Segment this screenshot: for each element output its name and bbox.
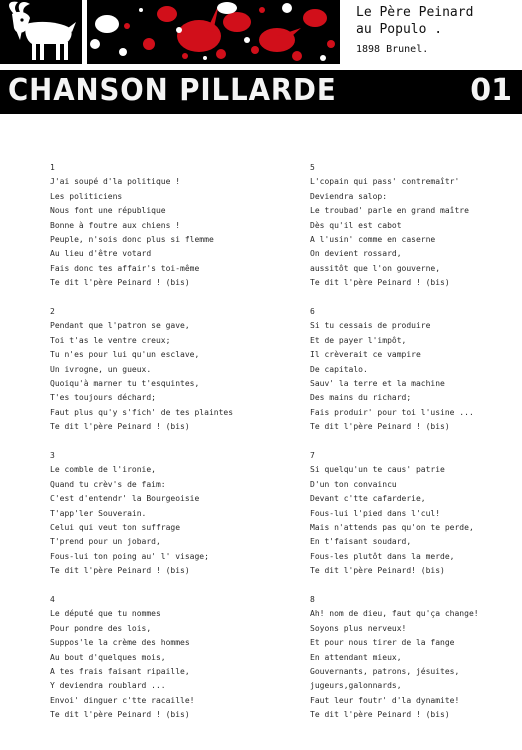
verse-3: [50, 449, 280, 579]
verse-line: Peuple, n'sois donc plus si flemme: [50, 235, 214, 245]
verse-6: [310, 305, 522, 435]
verse-line: Des mains du richard;: [310, 393, 412, 403]
verse-line: Un ivrogne, un gueux.: [50, 364, 152, 374]
verse-line: T'es toujours déchard;: [50, 393, 156, 403]
verse-line: Devant c'tte cafarderie,: [310, 494, 426, 504]
verse-line: Fais produir' pour toi l'usine ...: [310, 407, 474, 417]
verse-4: [50, 593, 280, 723]
issue-number: 01: [470, 73, 512, 108]
verse-line: aussitôt que l'on gouverne,: [310, 263, 441, 273]
verse-line: Si tu cessais de produire: [310, 321, 431, 331]
verse-line: Envoi' dinguer c'tte racaille!: [50, 695, 195, 705]
verse-line: Fous-lui ton poing au' l' visage;: [50, 551, 209, 561]
verse-line: Te dit l'père Peinard ! (bis): [50, 710, 190, 720]
verse-line: Au bout d'quelques mois,: [50, 652, 166, 662]
verse-5: [310, 161, 522, 291]
verse-number: 4: [50, 595, 55, 604]
verse-1: [50, 161, 280, 291]
verse-line: Et de payer l'impôt,: [310, 335, 407, 345]
verse-line: Deviendra salop:: [310, 191, 388, 201]
verse-line: Mais n'attends pas qu'on te perde,: [310, 523, 474, 533]
verse-line: Gouvernants, patrons, jésuites,: [310, 667, 460, 677]
verse-line: Si quelqu'un te caus' patrie: [310, 465, 445, 475]
verse-line: A tes frais faisant ripaille,: [50, 667, 190, 677]
verse-line: Toi t'as le ventre creux;: [50, 335, 171, 345]
verse-number: 7: [310, 451, 315, 460]
publication-subtitle: au Populo .: [356, 22, 443, 37]
verse-line: Bonne à foutre aux chiens !: [50, 220, 181, 230]
verse-line: Le troubad' parle en grand maître: [310, 206, 469, 216]
verse-line: Fais donc tes affair's toi-même: [50, 263, 200, 273]
verse-line: Te dit l'père Peinard ! (bis): [310, 710, 450, 720]
verse-line: Au lieu d'être votard: [50, 249, 152, 259]
verse-line: On devient rossard,: [310, 249, 402, 259]
verse-line: Quoiqu'à marner tu t'esquintes,: [50, 379, 200, 389]
verse-number: 3: [50, 451, 55, 460]
verse-line: En attendant mieux,: [310, 652, 402, 662]
verse-line: T'app'ler Souverain.: [50, 508, 147, 518]
verse-line: Y deviendra roublard ...: [50, 681, 166, 691]
verse-number: 1: [50, 163, 55, 172]
verse-line: En t'faisant soudard,: [310, 537, 412, 547]
verse-line: Celui qui veut ton suffrage: [50, 523, 181, 533]
verse-line: Sauv' la terre et la machine: [310, 379, 445, 389]
verse-line: Te dit l'père Peinard ! (bis): [50, 278, 190, 288]
verse-line: Te dit l'père Peinard ! (bis): [50, 566, 190, 576]
verse-number: 8: [310, 595, 315, 604]
verse-line: De capitalo.: [310, 364, 368, 374]
goat-emblem: [0, 0, 82, 64]
verse-line: Soyons plus nerveux!: [310, 623, 407, 633]
verse-line: Tu n'es pour lui qu'un esclave,: [50, 350, 200, 360]
verse-line: Te dit l'père Peinard ! (bis): [50, 422, 190, 432]
verse-line: J'ai soupé d'la politique !: [50, 177, 181, 187]
verse-line: Nous font une république: [50, 206, 166, 216]
verse-line: T'prend pour un jobard,: [50, 537, 161, 547]
verse-line: Te dit l'père Peinard! (bis): [310, 566, 445, 576]
verse-8: [310, 593, 522, 723]
verse-line: Pour pondre des lois,: [50, 623, 152, 633]
verse-line: Te dit l'père Peinard ! (bis): [310, 278, 450, 288]
verse-line: Faut leur foutr' d'la dynamite!: [310, 695, 460, 705]
splatter-graphic: [87, 0, 340, 64]
verse-line: Il crèverait ce vampire: [310, 350, 421, 360]
song-title: CHANSON PILLARDE: [8, 73, 337, 108]
verse-line: jugeurs,galonnards,: [310, 681, 402, 691]
publication-name: Le Père Peinard: [356, 5, 474, 20]
verse-line: Suppos'le la crème des hommes: [50, 638, 190, 648]
verse-line: Le député que tu nommes: [50, 609, 161, 619]
verse-line: Et pour nous tirer de la fange: [310, 638, 455, 648]
verse-line: D'un ton convaincu: [310, 479, 397, 489]
verse-line: A l'usin' comme en caserne: [310, 235, 436, 245]
verse-line: Te dit l'père Peinard ! (bis): [310, 422, 450, 432]
verse-number: 2: [50, 307, 55, 316]
verse-2: [50, 305, 280, 435]
verse-line: Pendant que l'patron se gave,: [50, 321, 190, 331]
verse-line: C'est d'entendr' la Bourgeoisie: [50, 494, 200, 504]
verse-line: Quand tu crèv's de faim:: [50, 479, 166, 489]
verse-7: [310, 449, 522, 579]
verse-line: Fous-lui l'pied dans l'cul!: [310, 508, 441, 518]
goat-icon: [0, 0, 82, 64]
verse-line: Les politiciens: [50, 191, 123, 201]
verse-line: Ah! nom de dieu, faut qu'ça change!: [310, 609, 479, 619]
verse-number: 5: [310, 163, 315, 172]
publication-meta: 1898 Brunel.: [356, 44, 429, 55]
paint-splatter-icon: [87, 0, 340, 64]
verse-number: 6: [310, 307, 315, 316]
verse-line: Fous-les plutôt dans la merde,: [310, 551, 455, 561]
verse-line: Faut plus qu'y s'fich' de tes plaintes: [50, 407, 234, 417]
verse-line: L'copain qui pass' contremaîtr': [310, 177, 460, 187]
verse-line: Dès qu'il est cabot: [310, 220, 402, 230]
verse-line: Le comble de l'ironie,: [50, 465, 156, 475]
